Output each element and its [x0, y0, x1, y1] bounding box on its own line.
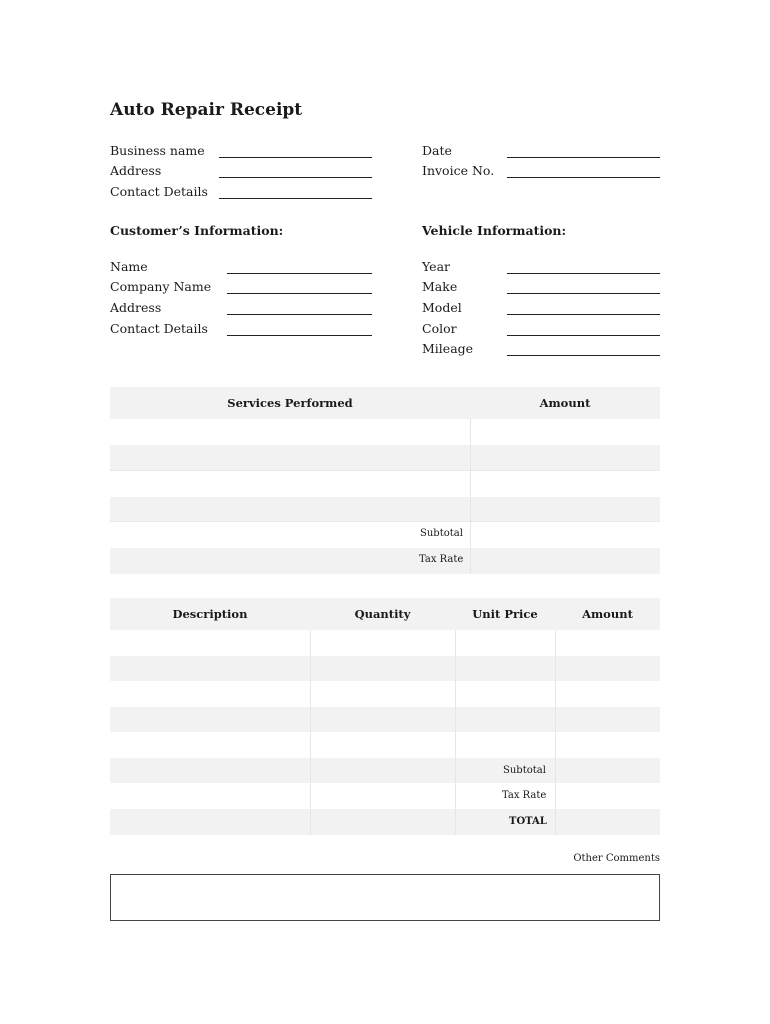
customer-name-label: Name	[110, 259, 148, 274]
parts-table	[110, 598, 660, 835]
services-amount-col-header: Amount	[539, 396, 591, 410]
business-contact-field[interactable]	[110, 184, 372, 202]
business-name-field[interactable]	[110, 143, 372, 161]
services-column-divider	[470, 419, 471, 574]
customer-name-line[interactable]	[227, 273, 372, 274]
parts-row[interactable]	[110, 732, 660, 758]
page-title: Auto Repair Receipt	[110, 100, 303, 120]
unit-price-col-header: Unit Price	[472, 607, 538, 621]
vehicle-model-line[interactable]	[507, 314, 660, 315]
other-comments-box[interactable]	[110, 874, 660, 921]
business-address-label: Address	[110, 163, 162, 178]
description-col-header: Description	[172, 607, 248, 621]
vehicle-make-field[interactable]	[422, 279, 660, 297]
vehicle-year-field[interactable]	[422, 259, 660, 277]
business-name-label: Business name	[110, 143, 205, 158]
vehicle-color-line[interactable]	[507, 335, 660, 336]
services-subtotal-row	[110, 521, 660, 548]
vehicle-year-label: Year	[422, 259, 450, 274]
invoice-label: Invoice No.	[422, 163, 495, 178]
parts-tax-rate-label: Tax Rate	[502, 790, 547, 801]
vehicle-make-label: Make	[422, 279, 458, 294]
customer-address-line[interactable]	[227, 314, 372, 315]
parts-row[interactable]	[110, 681, 660, 707]
vehicle-model-label: Model	[422, 300, 462, 315]
parts-subtotal-label: Subtotal	[503, 765, 546, 776]
business-address-field[interactable]	[110, 163, 372, 181]
vehicle-color-field[interactable]	[422, 321, 660, 339]
parts-total-label: TOTAL	[509, 816, 547, 827]
customer-company-line[interactable]	[227, 293, 372, 294]
business-address-line[interactable]	[219, 177, 372, 178]
services-row[interactable]	[110, 470, 660, 497]
vehicle-mileage-label: Mileage	[422, 341, 474, 356]
services-col-header: Services Performed	[227, 396, 353, 410]
invoice-line[interactable]	[507, 177, 660, 178]
customer-name-field[interactable]	[110, 259, 372, 277]
services-subtotal-label: Subtotal	[420, 528, 463, 539]
vehicle-year-line[interactable]	[507, 273, 660, 274]
customer-heading: Customer’s Information:	[110, 223, 284, 238]
customer-address-field[interactable]	[110, 300, 372, 318]
date-line[interactable]	[507, 157, 660, 158]
invoice-field[interactable]	[422, 163, 660, 181]
vehicle-model-field[interactable]	[422, 300, 660, 318]
date-field[interactable]	[422, 143, 660, 161]
parts-row[interactable]	[110, 656, 660, 681]
other-comments-label: Other Comments	[573, 853, 660, 864]
business-contact-line[interactable]	[219, 198, 372, 199]
business-contact-label: Contact Details	[110, 184, 208, 199]
parts-column-divider	[310, 630, 311, 835]
parts-total-row	[110, 809, 660, 835]
vehicle-make-line[interactable]	[507, 293, 660, 294]
services-tax-row	[110, 548, 660, 574]
parts-column-divider	[555, 630, 556, 835]
parts-column-divider	[455, 630, 456, 835]
services-tax-rate-label: Tax Rate	[419, 554, 464, 565]
parts-subtotal-row	[110, 758, 660, 783]
parts-tax-row	[110, 783, 660, 809]
services-row[interactable]	[110, 497, 660, 522]
customer-company-field[interactable]	[110, 279, 372, 297]
vehicle-heading: Vehicle Information:	[422, 223, 567, 238]
services-table	[110, 387, 660, 574]
quantity-col-header: Quantity	[354, 607, 411, 621]
customer-contact-field[interactable]	[110, 321, 372, 339]
vehicle-color-label: Color	[422, 321, 457, 336]
parts-row[interactable]	[110, 707, 660, 732]
customer-contact-label: Contact Details	[110, 321, 208, 336]
customer-contact-line[interactable]	[227, 335, 372, 336]
services-row[interactable]	[110, 419, 660, 445]
services-row[interactable]	[110, 445, 660, 471]
customer-company-label: Company Name	[110, 279, 212, 294]
business-name-line[interactable]	[219, 157, 372, 158]
date-label: Date	[422, 143, 452, 158]
vehicle-mileage-line[interactable]	[507, 355, 660, 356]
parts-row[interactable]	[110, 630, 660, 656]
vehicle-mileage-field[interactable]	[422, 341, 660, 359]
customer-address-label: Address	[110, 300, 162, 315]
amount-col-header: Amount	[582, 607, 633, 621]
